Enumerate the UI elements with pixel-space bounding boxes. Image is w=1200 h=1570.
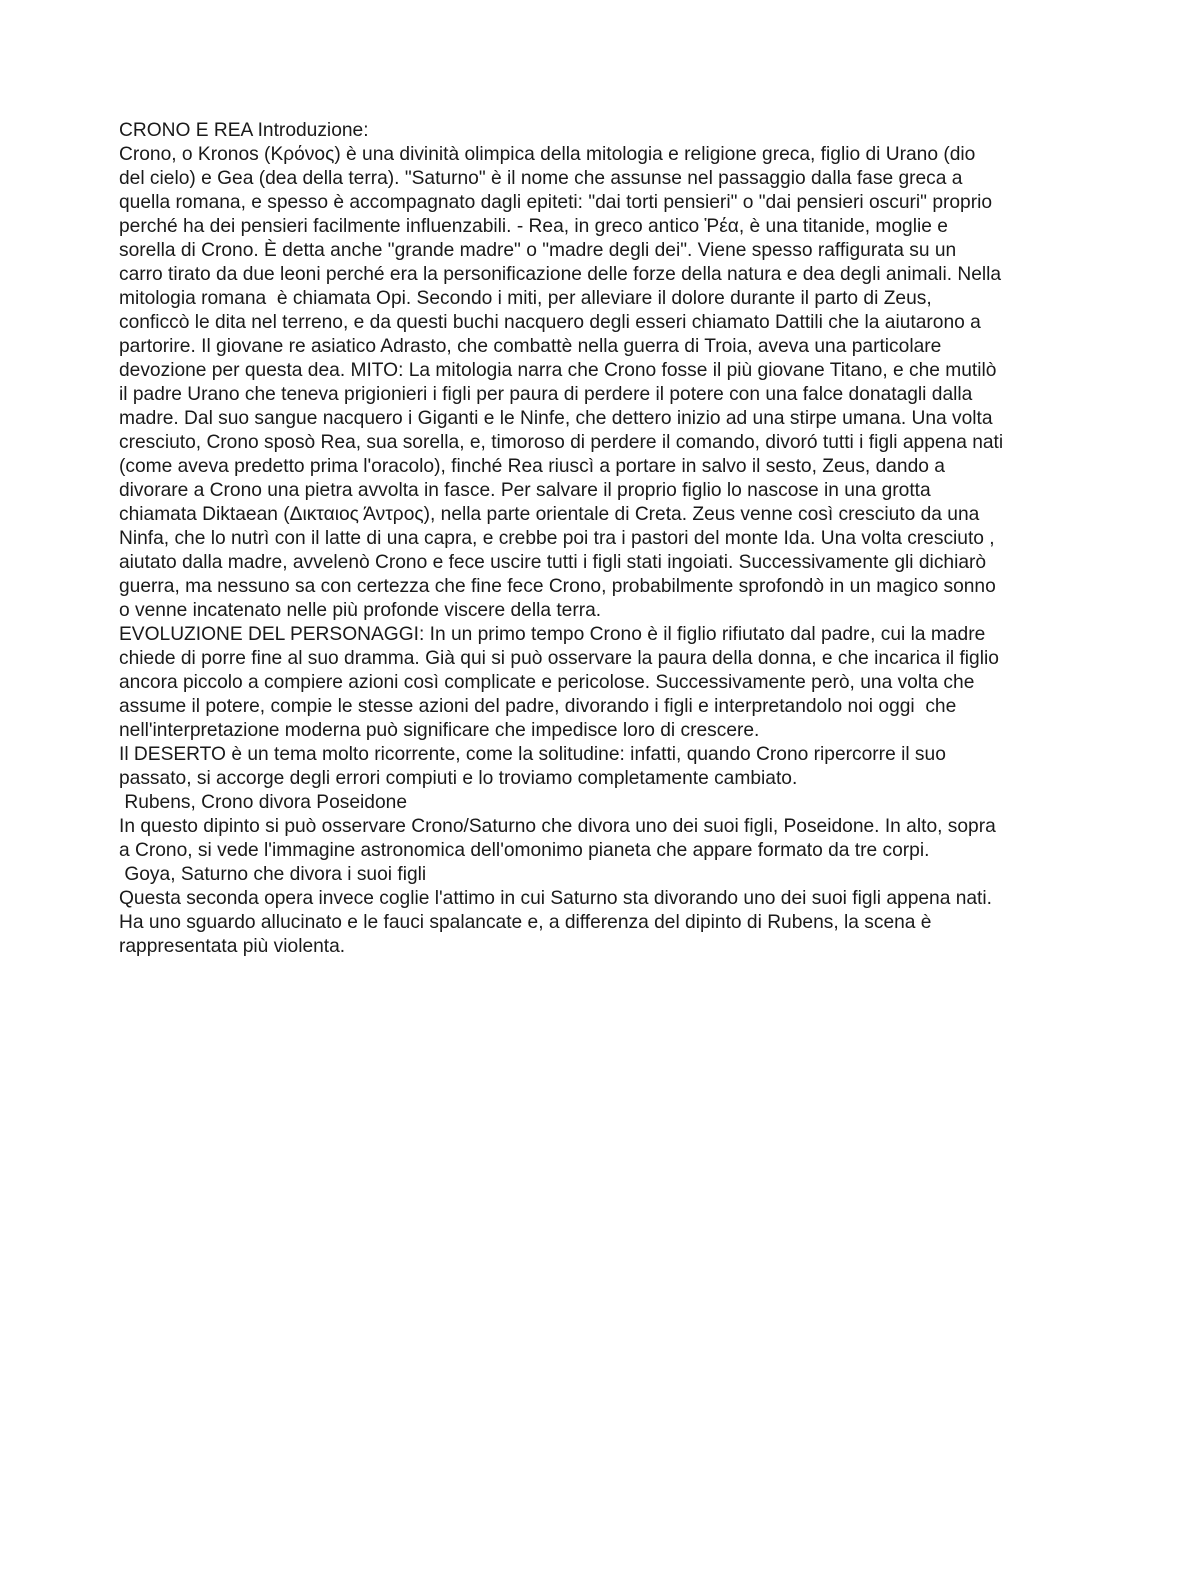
text-line: Crono, o Kronos (Κρόνος) è una divinità olimpica della mitologia e religione greca, figlio di Urano (dio bbox=[119, 144, 976, 165]
heading-line: CRONO E REA Introduzione: bbox=[119, 120, 369, 141]
text-line: chiamata Diktaean (Δικταιος Άντρος), nella parte orientale di Creta. Zeus venne così cresciuto da una bbox=[119, 504, 980, 525]
text-line: guerra, ma nessuno sa con certezza che fine fece Crono, probabilmente sprofondò in un magico sonno bbox=[119, 576, 996, 597]
text-line: cresciuto, Crono sposò Rea, sua sorella, e, timoroso di perdere il comando, divoró tutti i figli appena nati bbox=[119, 432, 1004, 453]
text-line: Questa seconda opera invece coglie l'attimo in cui Saturno sta divorando uno dei suoi figli appena nati. bbox=[119, 888, 992, 909]
text-line: il padre Urano che teneva prigionieri i figli per paura di perdere il potere con una falce donatagli dalla bbox=[119, 384, 973, 405]
text-line: ancora piccolo a compiere azioni così complicate e pericolose. Successivamente però, una volta che bbox=[119, 672, 975, 693]
text-line: assume il potere, compie le stesse azioni del padre, divorando i figli e interpretandolo noi oggi che bbox=[119, 696, 957, 717]
text-line: o venne incatenato nelle più profonde viscere della terra. bbox=[119, 600, 602, 621]
text-line: nell'interpretazione moderna può significare che impedisce loro di crescere. bbox=[119, 720, 760, 741]
text-line: Ninfa, che lo nutrì con il latte di una capra, e crebbe poi tra i pastori del monte Ida. Una volta cresciuto , bbox=[119, 528, 995, 549]
text-line: partorire. Il giovane re asiatico Adrasto, che combattè nella guerra di Troia, aveva una particolare bbox=[119, 336, 942, 357]
text-line: del cielo) e Gea (dea della terra). "Saturno" è il nome che assunse nel passaggio dalla fase greca a bbox=[119, 168, 963, 189]
text-line: (come aveva predetto prima l'oracolo), finché Rea riuscì a portare in salvo il sesto, Zeus, dando a bbox=[119, 456, 945, 477]
text-line: carro tirato da due leoni perché era la personificazione delle forze della natura e dea degli animali. Nella bbox=[119, 264, 1002, 285]
text-line: quella romana, e spesso è accompagnato dagli epiteti: "dai torti pensieri" o "dai pensieri oscuri" proprio bbox=[119, 192, 993, 213]
text-line: aiutato dalla madre, avvelenò Crono e fece uscire tutti i figli stati ingoiati. Successivamente gli dichiarò bbox=[119, 552, 987, 573]
text-line: EVOLUZIONE DEL PERSONAGGI: In un primo tempo Crono è il figlio rifiutato dal padre, cui la madre bbox=[119, 624, 986, 645]
text-line: madre. Dal suo sangue nacquero i Giganti e le Ninfe, che dettero inizio ad una stirpe umana. Una volta bbox=[119, 408, 993, 429]
text-line: a Crono, si vede l'immagine astronomica dell'omonimo pianeta che appare formato da tre corpi. bbox=[119, 840, 930, 861]
text-line: mitologia romana è chiamata Opi. Secondo i miti, per alleviare il dolore durante il parto di Zeus, bbox=[119, 288, 932, 309]
text-line: In questo dipinto si può osservare Crono/Saturno che divora uno dei suoi figli, Poseidone. In alto, sopra bbox=[119, 816, 996, 837]
text-line: passato, si accorge degli errori compiuti e lo troviamo completamente cambiato. bbox=[119, 768, 798, 789]
caption-line: Rubens, Crono divora Poseidone bbox=[119, 792, 407, 813]
document-body bbox=[119, 119, 1081, 959]
caption-line: Goya, Saturno che divora i suoi figli bbox=[119, 864, 427, 885]
text-line: conficcò le dita nel terreno, e da questi buchi nacquero degli esseri chiamato Dattili che la aiutarono a bbox=[119, 312, 981, 333]
text-line: devozione per questa dea. MITO: La mitologia narra che Crono fosse il più giovane Titano, e che mutilò bbox=[119, 360, 997, 381]
text-line: divorare a Crono una pietra avvolta in fasce. Per salvare il proprio figlio lo nascose in una grotta bbox=[119, 480, 931, 501]
text-line: rappresentata più violenta. bbox=[119, 936, 346, 957]
text-line: perché ha dei pensieri facilmente influenzabili. - Rea, in greco antico Ῥέα, è una titanide, moglie e bbox=[119, 216, 948, 237]
text-line: sorella di Crono. È detta anche "grande madre" o "madre degli dei". Viene spesso raffigurata su un bbox=[119, 240, 957, 261]
text-line: chiede di porre fine al suo dramma. Già qui si può osservare la paura della donna, e che incarica il figlio bbox=[119, 648, 999, 669]
text-line: Il DESERTO è un tema molto ricorrente, come la solitudine: infatti, quando Crono ripercorre il suo bbox=[119, 744, 946, 765]
text-line: Ha uno sguardo allucinato e le fauci spalancate e, a differenza del dipinto di Rubens, la scena è bbox=[119, 912, 932, 933]
